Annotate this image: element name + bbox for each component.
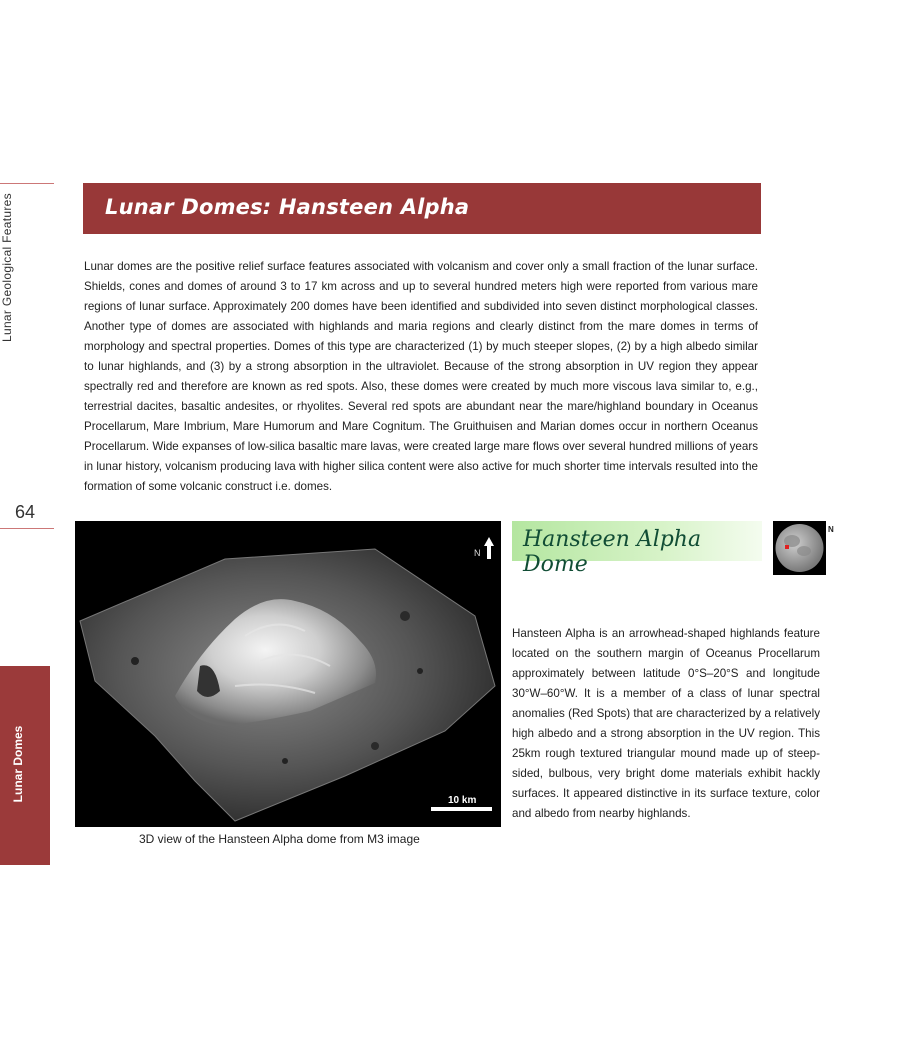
margin-rule-top [0, 183, 54, 184]
location-marker [785, 545, 789, 549]
moon-icon [773, 521, 826, 575]
feature-heading-box [512, 521, 762, 577]
crater [131, 657, 139, 665]
title-banner [83, 183, 761, 234]
crater [417, 668, 423, 674]
north-label: N [474, 548, 481, 558]
section-tab [0, 666, 50, 865]
crater [282, 758, 288, 764]
dome-3d-image [75, 521, 501, 827]
feature-description: Hansteen Alpha is an arrowhead-shaped highlands feature located on the southern margin of Oceanus Procellarum approximately between latitude 0°S–20°S and longitude 30°W–60°W. It is a member of a class of lunar spectral anomalies (Red Spots) that are characterized by a relatively high albedo and a strong absorption in the UV region. This 25km rough textured triangular mound made up of steep-sided, bulbous, very bright dome materials exhibit hackly surfaces. It appeared distinctive in its surface texture, color and albedo from nearby highlands. [512, 627, 820, 820]
feature-heading: Hansteen Alpha Dome [523, 527, 702, 577]
intro-paragraph: Lunar domes are the positive relief surface features associated with volcanism and cover only a small fraction of the lunar surface. Shields, cones and domes of around 3 to 17 km across and up to several hundred meters high were reported from various mare regions of lunar surface. Approximately 200 domes have been identified and subdivided into seven distinct morphological classes. Another type of domes are associated with highlands and maria regions and clearly distinct from the mare domes in terms of morphology and spectral properties. Domes of this type are characterized (1) by much steeper slopes, (2) by a high albedo similar to lunar highlands, and (3) by a strong absorption in the ultraviolet. Because of the strong absorption in UV region they appear spectrally red and therefore are known as red spots. Also, these domes were created by much more viscous lava similar to, e.g., terrestrial dacites, basaltic andesites, or rhyolites. Several red spots are abundant near the mare/highland boundary in Oceanus Procellarum, Mare Imbrium, Mare Humorum and Mare Cognitum. The Gruithuisen and Marian domes occur in northern Oceanus Procellarum. Wide expanses of low-silica basaltic mare lavas, were created large mare flows over several hundred millions of years in lunar history, volcanism producing lava with higher silica content were also active for much shorter time intervals resulted into the formation of some volcanic construct i.e. domes. [84, 260, 758, 493]
north-arrow-icon [484, 537, 494, 559]
crater [371, 742, 379, 750]
dome-3d-render [75, 521, 501, 827]
page-number: 64 [15, 502, 36, 522]
scale-label: 10 km [448, 795, 477, 806]
page-title: Lunar Domes: Hansteen Alpha [105, 195, 470, 219]
figure-caption: 3D view of the Hansteen Alpha dome from M3 image [139, 832, 420, 846]
scale-bar [431, 807, 492, 811]
section-tab-label: Lunar Domes [11, 725, 25, 803]
inset-north-label: N [828, 525, 834, 534]
running-head: Lunar Geological Features [0, 193, 14, 342]
moon-locator-inset [773, 521, 826, 575]
margin-rule-bottom [0, 528, 54, 529]
crater [400, 611, 410, 621]
